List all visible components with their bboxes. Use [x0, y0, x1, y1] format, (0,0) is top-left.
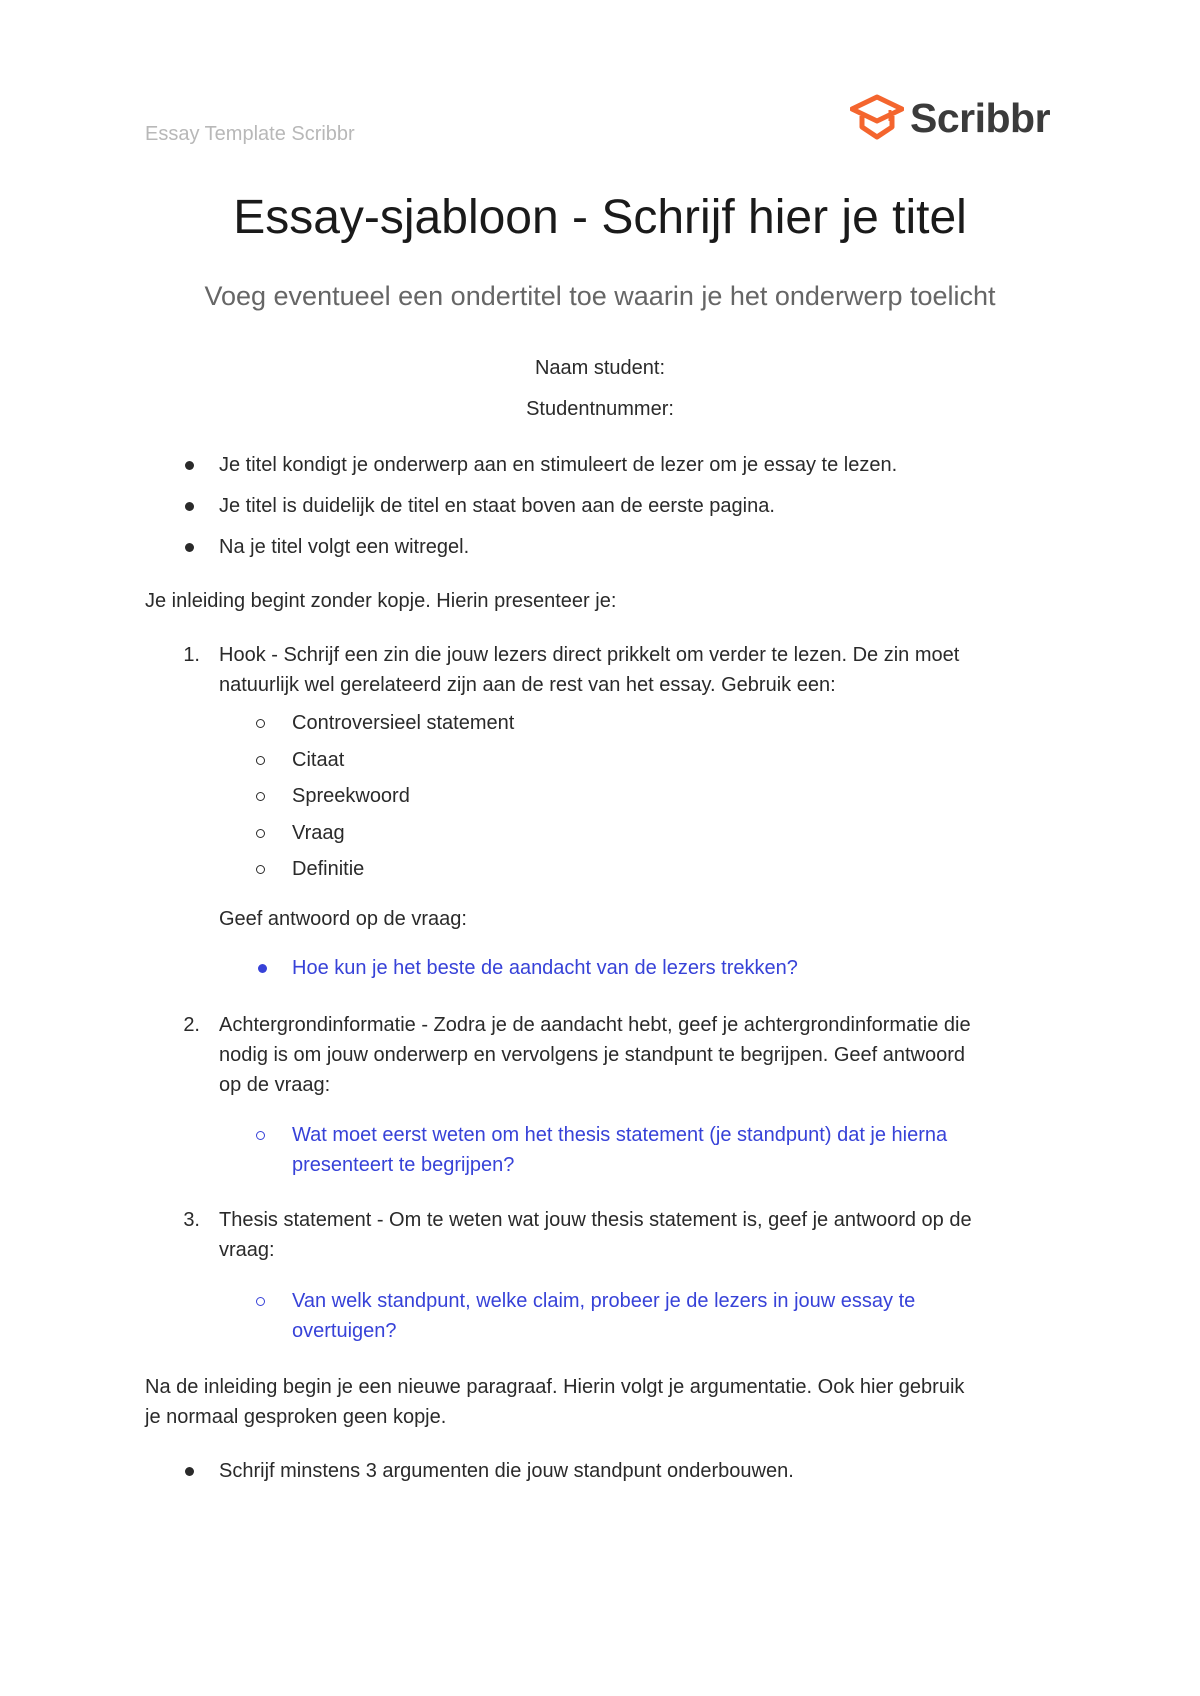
bullet-icon [185, 1467, 194, 1476]
hollow-bullet-icon [256, 1131, 265, 1140]
hollow-bullet-icon [256, 792, 265, 801]
graduation-cap-chevron-icon [850, 93, 904, 143]
step-text-line: op de vraag: [219, 1074, 331, 1096]
step-number: 2. [183, 1014, 200, 1036]
bullet-icon [185, 461, 194, 470]
sub-list-item: Spreekwoord [292, 785, 410, 807]
step-text-line: Thesis statement - Om te weten wat jouw thesis statement is, geef je antwoord op de [219, 1209, 972, 1231]
document-subtitle: Voeg eventueel een ondertitel toe waarin je het onderwerp toelicht [204, 281, 996, 311]
step-text-line: natuurlijk wel gerelateerd zijn aan de rest van het essay. Gebruik een: [219, 674, 836, 696]
logo-wordmark: Scribbr [910, 94, 1051, 141]
bullet-icon [258, 964, 267, 973]
step-text-line: Achtergrondinformatie - Zodra je de aandacht hebt, geef je achtergrondinformatie die [219, 1014, 971, 1036]
list-item: Je titel kondigt je onderwerp aan en stimuleert de lezer om je essay te lezen. [219, 454, 898, 476]
list-item: Je titel is duidelijk de titel en staat boven aan de eerste pagina. [219, 495, 775, 517]
list-item: Na je titel volgt een witregel. [219, 536, 470, 558]
sub-list-item: Vraag [292, 822, 345, 844]
scribbr-logo [850, 92, 1050, 144]
hollow-bullet-icon [256, 865, 265, 874]
hollow-bullet-icon [256, 756, 265, 765]
document-title: Essay-sjabloon - Schrijf hier je titel [233, 191, 967, 244]
sub-list-item: Definitie [292, 858, 365, 880]
step-number: 1. [183, 644, 200, 666]
header-label: Essay Template Scribbr [145, 123, 355, 145]
step-text-line: Hook - Schrijf een zin die jouw lezers direct prikkelt om verder te lezen. De zin moet [219, 644, 960, 666]
hollow-bullet-icon [256, 1297, 265, 1306]
sub-list-item: Citaat [292, 749, 345, 771]
answer-label: Geef antwoord op de vraag: [219, 908, 467, 930]
bullet-icon [185, 543, 194, 552]
guiding-question-line: Wat moet eerst weten om het thesis statement (je standpunt) dat je hierna [292, 1124, 948, 1146]
step-text-line: vraag: [219, 1239, 275, 1261]
guiding-question: Hoe kun je het beste de aandacht van de lezers trekken? [292, 957, 798, 979]
hollow-bullet-icon [256, 829, 265, 838]
step-text-line: nodig is om jouw onderwerp en vervolgens je standpunt te begrijpen. Geef antwoord [219, 1044, 966, 1066]
guiding-question-line: Van welk standpunt, welke claim, probeer je de lezers in jouw essay te [292, 1290, 916, 1312]
list-item: Schrijf minstens 3 argumenten die jouw standpunt onderbouwen. [219, 1460, 794, 1482]
paragraph-line: je normaal gesproken geen kopje. [145, 1406, 447, 1428]
guiding-question-line: overtuigen? [292, 1320, 397, 1342]
guiding-question-line: presenteert te begrijpen? [292, 1154, 515, 1176]
student-number-label: Studentnummer: [526, 398, 674, 420]
hollow-bullet-icon [256, 719, 265, 728]
paragraph-line: Na de inleiding begin je een nieuwe paragraaf. Hierin volgt je argumentatie. Ook hier gebruik [145, 1376, 965, 1398]
student-name-label: Naam student: [534, 357, 666, 379]
step-number: 3. [183, 1209, 200, 1231]
intro-paragraph: Je inleiding begint zonder kopje. Hierin presenteer je: [145, 590, 617, 612]
sub-list-item: Controversieel statement [292, 712, 515, 734]
bullet-icon [185, 502, 194, 511]
